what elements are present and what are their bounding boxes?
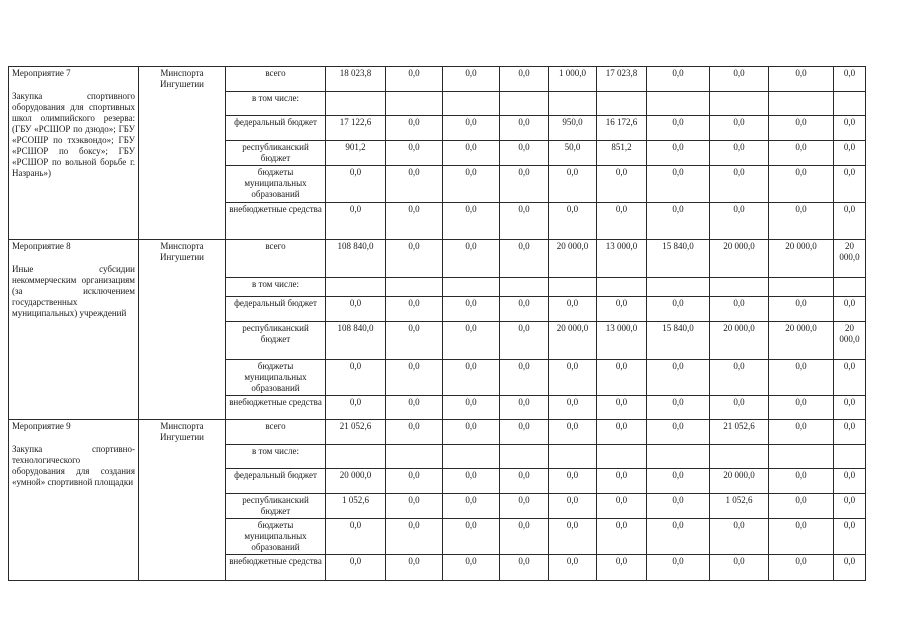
source-federal-label: федеральный бюджет (226, 469, 326, 494)
year-amount-cell: 0,0 (834, 67, 866, 92)
table-row (9, 420, 866, 445)
total-amount-cell: 0,0 (326, 519, 386, 555)
year-amount-cell: 0,0 (549, 494, 597, 519)
year-amount-cell: 0,0 (549, 203, 597, 240)
year-amount-cell: 0,0 (647, 420, 710, 445)
source-including-label: в том числе: (226, 92, 326, 116)
year-amount-cell: 20 000,0 (834, 240, 866, 278)
year-amount-cell: 0,0 (647, 396, 710, 420)
year-amount-cell (386, 92, 443, 116)
year-amount-cell: 0,0 (386, 360, 443, 396)
year-amount-cell: 0,0 (597, 360, 647, 396)
year-amount-cell: 0,0 (386, 67, 443, 92)
year-amount-cell: 0,0 (597, 519, 647, 555)
year-amount-cell: 0,0 (443, 555, 500, 581)
year-amount-cell: 0,0 (500, 203, 549, 240)
total-amount-cell: 901,2 (326, 141, 386, 166)
year-amount-cell: 0,0 (443, 360, 500, 396)
year-amount-cell: 20 000,0 (769, 240, 834, 278)
year-amount-cell: 0,0 (549, 420, 597, 445)
source-extrabudget-label: внебюджетные средства (226, 203, 326, 240)
year-amount-cell: 0,0 (500, 297, 549, 322)
year-amount-cell: 0,0 (549, 297, 597, 322)
source-including-label: в том числе: (226, 278, 326, 297)
year-amount-cell (710, 445, 769, 469)
year-amount-cell: 0,0 (647, 519, 710, 555)
source-extrabudget-label: внебюджетные средства (226, 396, 326, 420)
year-amount-cell: 0,0 (834, 203, 866, 240)
year-amount-cell: 0,0 (443, 67, 500, 92)
year-amount-cell: 0,0 (597, 469, 647, 494)
year-amount-cell: 0,0 (500, 494, 549, 519)
year-amount-cell: 0,0 (710, 555, 769, 581)
measure-name-cell (9, 420, 139, 581)
year-amount-cell: 0,0 (710, 396, 769, 420)
total-amount-cell: 108 840,0 (326, 240, 386, 278)
year-amount-cell: 0,0 (443, 420, 500, 445)
total-amount-cell: 108 840,0 (326, 322, 386, 360)
year-amount-cell (386, 445, 443, 469)
year-amount-cell: 0,0 (386, 420, 443, 445)
year-amount-cell: 0,0 (443, 469, 500, 494)
year-amount-cell (834, 278, 866, 297)
year-amount-cell: 0,0 (443, 240, 500, 278)
year-amount-cell: 0,0 (834, 494, 866, 519)
year-amount-cell: 0,0 (834, 396, 866, 420)
year-amount-cell: 20 000,0 (710, 322, 769, 360)
year-amount-cell: 0,0 (769, 396, 834, 420)
year-amount-cell: 0,0 (769, 469, 834, 494)
year-amount-cell: 0,0 (549, 360, 597, 396)
year-amount-cell: 0,0 (647, 116, 710, 141)
measure-name-cell (9, 240, 139, 420)
source-including-label: в том числе: (226, 445, 326, 469)
measure-title: Мероприятие 8 (12, 241, 71, 251)
total-amount-cell: 18 023,8 (326, 67, 386, 92)
year-amount-cell: 0,0 (386, 116, 443, 141)
year-amount-cell: 0,0 (769, 67, 834, 92)
year-amount-cell: 16 172,6 (597, 116, 647, 141)
source-republic-label: республиканский бюджет (226, 322, 326, 360)
year-amount-cell (549, 92, 597, 116)
source-extrabudget-label: внебюджетные средства (226, 555, 326, 581)
year-amount-cell: 0,0 (549, 166, 597, 203)
total-amount-cell: 0,0 (326, 555, 386, 581)
year-amount-cell: 0,0 (500, 555, 549, 581)
year-amount-cell (647, 445, 710, 469)
year-amount-cell: 20 000,0 (549, 322, 597, 360)
year-amount-cell: 0,0 (710, 116, 769, 141)
source-federal-label: федеральный бюджет (226, 297, 326, 322)
year-amount-cell: 0,0 (710, 67, 769, 92)
year-amount-cell (834, 445, 866, 469)
year-amount-cell: 0,0 (769, 203, 834, 240)
year-amount-cell: 0,0 (710, 360, 769, 396)
total-amount-cell (326, 445, 386, 469)
year-amount-cell: 0,0 (647, 494, 710, 519)
total-amount-cell: 21 052,6 (326, 420, 386, 445)
year-amount-cell: 0,0 (710, 166, 769, 203)
year-amount-cell: 0,0 (443, 494, 500, 519)
year-amount-cell: 0,0 (647, 67, 710, 92)
total-amount-cell: 0,0 (326, 166, 386, 203)
year-amount-cell: 0,0 (597, 297, 647, 322)
year-amount-cell: 0,0 (834, 116, 866, 141)
year-amount-cell: 0,0 (834, 141, 866, 166)
year-amount-cell: 0,0 (597, 555, 647, 581)
year-amount-cell: 1 000,0 (549, 67, 597, 92)
total-amount-cell: 20 000,0 (326, 469, 386, 494)
year-amount-cell: 0,0 (769, 116, 834, 141)
year-amount-cell (443, 92, 500, 116)
year-amount-cell: 0,0 (443, 322, 500, 360)
year-amount-cell: 0,0 (443, 116, 500, 141)
year-amount-cell: 0,0 (500, 141, 549, 166)
source-total-label: всего (226, 240, 326, 278)
table-row (9, 240, 866, 278)
total-amount-cell: 0,0 (326, 203, 386, 240)
source-total-label: всего (226, 420, 326, 445)
year-amount-cell: 15 840,0 (647, 322, 710, 360)
year-amount-cell: 0,0 (647, 555, 710, 581)
measure-description: Иные субсидии некоммерческим организациям (за исключением государственных муниципальных) учреждений (12, 264, 135, 318)
year-amount-cell: 0,0 (834, 469, 866, 494)
source-municipal-label: бюджеты муниципальных образований (226, 360, 326, 396)
source-republic-label: республиканский бюджет (226, 141, 326, 166)
measure-title: Мероприятие 7 (12, 68, 71, 78)
year-amount-cell: 0,0 (500, 166, 549, 203)
source-republic-label: республиканский бюджет (226, 494, 326, 519)
table-body (9, 67, 866, 581)
year-amount-cell: 0,0 (386, 555, 443, 581)
year-amount-cell (500, 445, 549, 469)
year-amount-cell (443, 445, 500, 469)
year-amount-cell: 0,0 (500, 360, 549, 396)
year-amount-cell: 0,0 (549, 396, 597, 420)
year-amount-cell: 0,0 (386, 494, 443, 519)
year-amount-cell: 851,2 (597, 141, 647, 166)
year-amount-cell: 0,0 (500, 420, 549, 445)
year-amount-cell: 0,0 (647, 469, 710, 494)
year-amount-cell: 0,0 (834, 555, 866, 581)
executor-cell: Минспорта Ингушетии (139, 420, 226, 581)
year-amount-cell: 20 000,0 (710, 240, 769, 278)
year-amount-cell: 0,0 (500, 519, 549, 555)
year-amount-cell: 0,0 (386, 240, 443, 278)
year-amount-cell: 0,0 (597, 166, 647, 203)
year-amount-cell: 13 000,0 (597, 322, 647, 360)
year-amount-cell (443, 278, 500, 297)
year-amount-cell: 1 052,6 (710, 494, 769, 519)
year-amount-cell: 20 000,0 (549, 240, 597, 278)
source-total-label: всего (226, 67, 326, 92)
year-amount-cell: 0,0 (647, 360, 710, 396)
year-amount-cell: 950,0 (549, 116, 597, 141)
year-amount-cell: 0,0 (647, 166, 710, 203)
measure-description: Закупка спортивного оборудования для спортивных школ олимпийского резерва: (ГБУ «РСШОР по дзюдо»; ГБУ «РСОШР по тхэквондо»; ГБУ «РСШОР по боксу»; ГБУ «РСШОР по вольной борьбе г. Назрань») (12, 91, 135, 178)
year-amount-cell (710, 92, 769, 116)
total-amount-cell: 0,0 (326, 360, 386, 396)
year-amount-cell: 13 000,0 (597, 240, 647, 278)
year-amount-cell: 0,0 (500, 469, 549, 494)
year-amount-cell (597, 278, 647, 297)
year-amount-cell: 0,0 (647, 141, 710, 166)
year-amount-cell: 0,0 (386, 166, 443, 203)
year-amount-cell: 0,0 (500, 396, 549, 420)
year-amount-cell: 0,0 (710, 519, 769, 555)
total-amount-cell: 0,0 (326, 396, 386, 420)
year-amount-cell: 0,0 (597, 396, 647, 420)
executor-cell: Минспорта Ингушетии (139, 240, 226, 420)
year-amount-cell: 0,0 (386, 469, 443, 494)
year-amount-cell: 0,0 (386, 141, 443, 166)
year-amount-cell (597, 445, 647, 469)
year-amount-cell (549, 445, 597, 469)
executor-cell: Минспорта Ингушетии (139, 67, 226, 240)
year-amount-cell: 21 052,6 (710, 420, 769, 445)
year-amount-cell: 0,0 (769, 555, 834, 581)
year-amount-cell: 20 000,0 (710, 469, 769, 494)
year-amount-cell: 0,0 (386, 297, 443, 322)
source-municipal-label: бюджеты муниципальных образований (226, 166, 326, 203)
year-amount-cell: 0,0 (769, 360, 834, 396)
total-amount-cell: 17 122,6 (326, 116, 386, 141)
total-amount-cell: 1 052,6 (326, 494, 386, 519)
year-amount-cell: 0,0 (386, 203, 443, 240)
year-amount-cell: 15 840,0 (647, 240, 710, 278)
year-amount-cell: 0,0 (386, 519, 443, 555)
year-amount-cell: 0,0 (443, 166, 500, 203)
year-amount-cell: 0,0 (769, 166, 834, 203)
year-amount-cell: 0,0 (834, 360, 866, 396)
source-municipal-label: бюджеты муниципальных образований (226, 519, 326, 555)
year-amount-cell: 0,0 (834, 297, 866, 322)
year-amount-cell: 0,0 (500, 116, 549, 141)
total-amount-cell (326, 278, 386, 297)
year-amount-cell: 0,0 (500, 322, 549, 360)
year-amount-cell: 0,0 (710, 203, 769, 240)
year-amount-cell: 0,0 (386, 322, 443, 360)
year-amount-cell (834, 92, 866, 116)
year-amount-cell: 0,0 (500, 67, 549, 92)
measure-name-cell (9, 67, 139, 240)
year-amount-cell (769, 445, 834, 469)
budget-table (8, 66, 866, 581)
year-amount-cell: 20 000,0 (834, 322, 866, 360)
table-row (9, 67, 866, 92)
year-amount-cell (500, 278, 549, 297)
year-amount-cell: 0,0 (769, 420, 834, 445)
year-amount-cell: 0,0 (769, 141, 834, 166)
year-amount-cell: 0,0 (769, 519, 834, 555)
year-amount-cell: 0,0 (443, 297, 500, 322)
source-federal-label: федеральный бюджет (226, 116, 326, 141)
year-amount-cell: 0,0 (597, 494, 647, 519)
year-amount-cell: 0,0 (647, 203, 710, 240)
total-amount-cell: 0,0 (326, 297, 386, 322)
year-amount-cell: 0,0 (549, 555, 597, 581)
year-amount-cell: 0,0 (710, 297, 769, 322)
year-amount-cell: 0,0 (597, 420, 647, 445)
year-amount-cell: 0,0 (549, 469, 597, 494)
year-amount-cell (500, 92, 549, 116)
year-amount-cell: 0,0 (597, 203, 647, 240)
year-amount-cell (647, 278, 710, 297)
year-amount-cell: 0,0 (769, 297, 834, 322)
year-amount-cell (769, 278, 834, 297)
year-amount-cell: 17 023,8 (597, 67, 647, 92)
year-amount-cell: 0,0 (834, 519, 866, 555)
year-amount-cell (710, 278, 769, 297)
year-amount-cell (647, 92, 710, 116)
year-amount-cell (769, 92, 834, 116)
total-amount-cell (326, 92, 386, 116)
year-amount-cell: 0,0 (443, 203, 500, 240)
year-amount-cell (549, 278, 597, 297)
year-amount-cell: 0,0 (443, 519, 500, 555)
measure-description: Закупка спортивно-технологического оборудования для создания «умной» спортивной площадки (12, 444, 135, 487)
year-amount-cell: 0,0 (834, 420, 866, 445)
year-amount-cell: 0,0 (710, 141, 769, 166)
year-amount-cell: 0,0 (443, 396, 500, 420)
year-amount-cell: 0,0 (549, 519, 597, 555)
year-amount-cell: 50,0 (549, 141, 597, 166)
measure-title: Мероприятие 9 (12, 421, 71, 431)
year-amount-cell (386, 278, 443, 297)
year-amount-cell: 0,0 (386, 396, 443, 420)
year-amount-cell: 0,0 (769, 494, 834, 519)
year-amount-cell: 0,0 (443, 141, 500, 166)
year-amount-cell: 0,0 (500, 240, 549, 278)
year-amount-cell: 0,0 (834, 166, 866, 203)
year-amount-cell: 20 000,0 (769, 322, 834, 360)
year-amount-cell: 0,0 (647, 297, 710, 322)
year-amount-cell (597, 92, 647, 116)
